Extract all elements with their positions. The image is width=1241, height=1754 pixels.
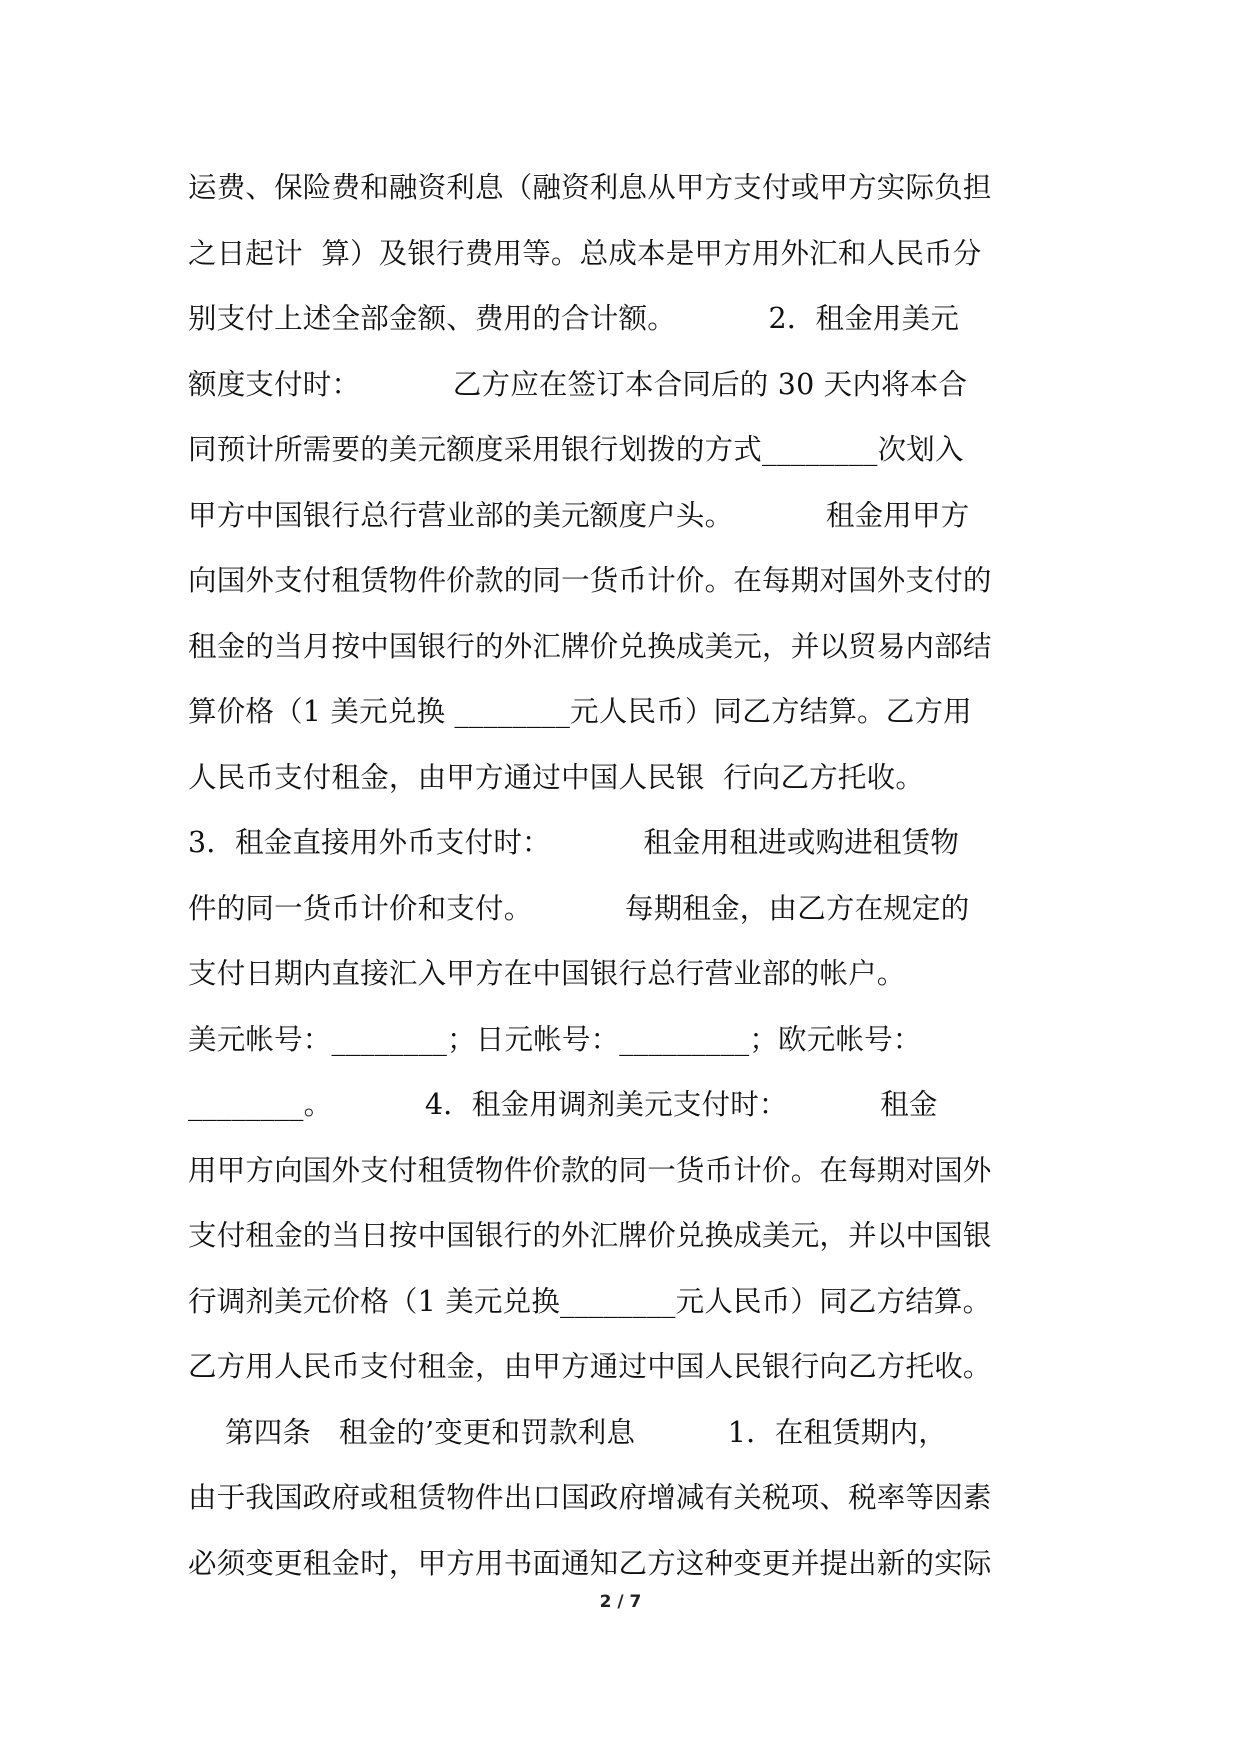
text-line: 之日起计 算）及银行费用等。总成本是甲方用外汇和人民币分 [188, 236, 982, 270]
text-line: 额度支付时： 乙方应在签订本合同后的 30 天内将本合 [188, 367, 968, 401]
text-line: 运费、保险费和融资利息（融资利息从甲方支付或甲方实际负担 [188, 171, 992, 204]
text-line: 3．租金直接用外币支付时： 租金用租进或购进租赁物 [188, 826, 960, 859]
section-heading-line: 第四条 租金的’变更和罚款利息 1．在租赁期内， [188, 1415, 948, 1449]
page-number: 2 / 7 [599, 1592, 642, 1612]
text-line: 人民币支付租金，由甲方通过中国人民银 行向乙方托收。 [188, 760, 925, 794]
text-line: 美元帐号：________；日元帐号：_________；欧元帐号： [188, 1022, 922, 1056]
text-line: 用甲方向国外支付租赁物件价款的同一货币计价。在每期对国外 [188, 1153, 992, 1187]
text-line: 支付租金的当日按中国银行的外汇牌价兑换成美元，并以中国银 [188, 1219, 992, 1252]
text-line: 甲方中国银行总行营业部的美元额度户头。 租金用甲方 [188, 498, 970, 532]
text-line: 支付日期内直接汇入甲方在中国银行总行营业部的帐户。 [188, 957, 906, 990]
text-line: 必须变更租金时，甲方用书面通知乙方这种变更并提出新的实际 [188, 1546, 992, 1580]
text-line: 乙方用人民币支付租金，由甲方通过中国人民银行向乙方托收。 [188, 1350, 992, 1383]
text-line: 由于我国政府或租赁物件出口国政府增减有关税项、税率等因素 [188, 1481, 992, 1514]
text-line: 同预计所需要的美元额度采用银行划拨的方式________次划入 [188, 433, 964, 466]
text-line: 租金的当月按中国银行的外汇牌价兑换成美元，并以贸易内部结 [188, 629, 992, 663]
text-line: 行调剂美元价格（1 美元兑换________元人民币）同乙方结算。 [188, 1284, 992, 1318]
document-body [188, 155, 1058, 1596]
text-line: 算价格（1 美元兑换 ________元人民币）同乙方结算。乙方用 [188, 695, 972, 728]
text-line: 向国外支付租赁物件价款的同一货币计价。在每期对国外支付的 [188, 564, 992, 597]
text-line: ________。 4．租金用调剂美元支付时： 租金 [188, 1088, 938, 1121]
text-line: 别支付上述全部金额、费用的合计额。 2．租金用美元 [188, 302, 960, 335]
text-line: 件的同一货币计价和支付。 每期租金，由乙方在规定的 [188, 891, 970, 925]
